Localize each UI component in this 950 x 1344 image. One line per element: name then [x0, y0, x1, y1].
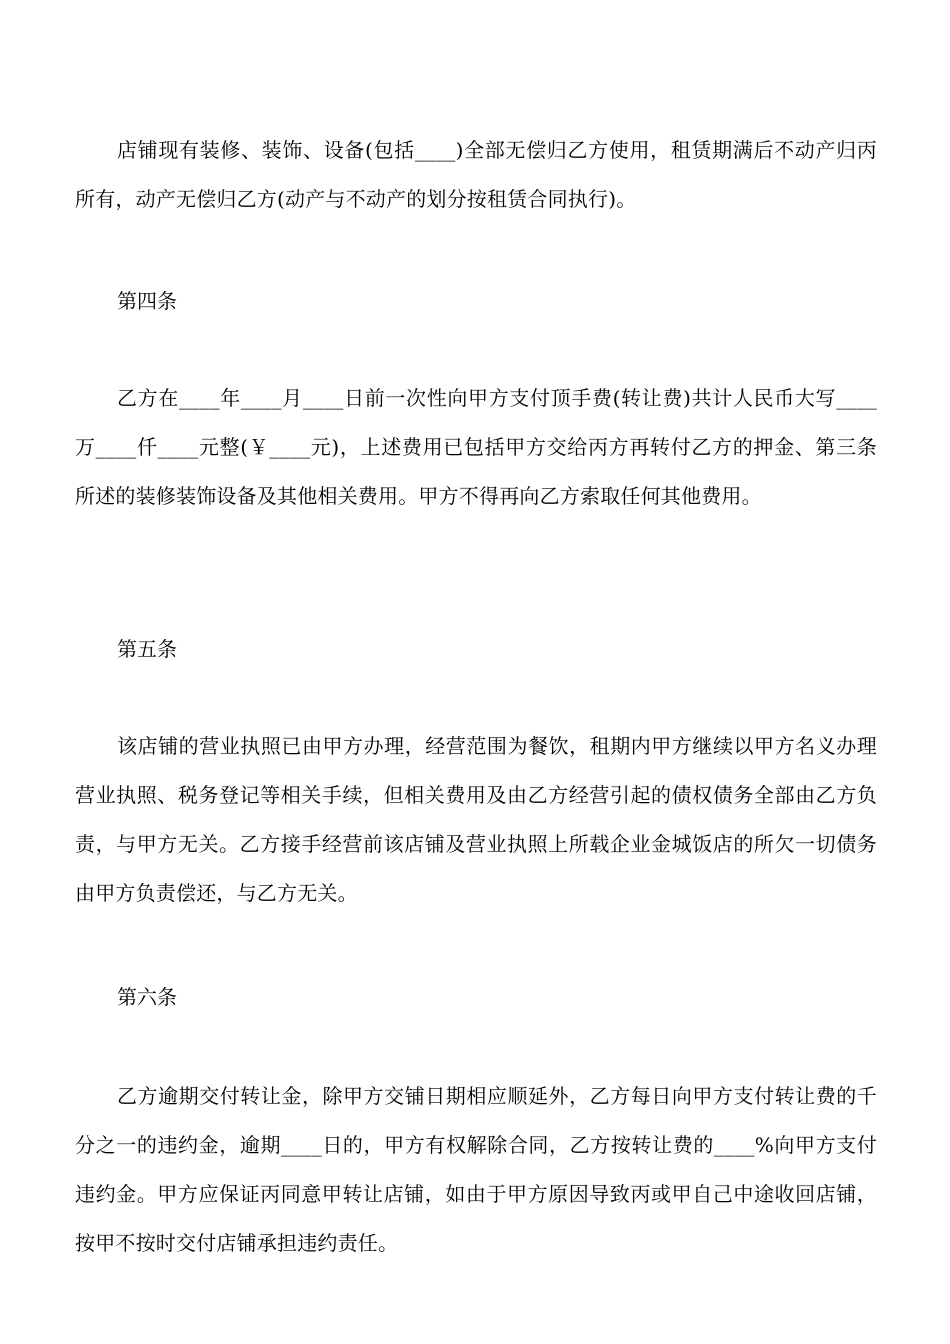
- article-heading-6: 第六条: [117, 985, 177, 1009]
- article-heading-4: 第四条: [117, 289, 177, 313]
- paragraph-transfer-fee-clause: 乙方在____年____月____日前一次性向甲方支付顶手费(转让费)共计人民币大写____万____仟____元整(￥____元)，上述费用已包括甲方交给丙方再转付乙方的押金、第三条所述的装修装饰设备及其他相关费用。甲方不得再向乙方索取任何其他费用。: [75, 386, 877, 508]
- article-heading-5: 第五条: [117, 637, 177, 661]
- paragraph-equipment-clause: 店铺现有装修、装饰、设备(包括____)全部无偿归乙方使用，租赁期满后不动产归丙所有，动产无偿归乙方(动产与不动产的划分按租赁合同执行)。: [75, 138, 877, 211]
- paragraph-penalty-clause: 乙方逾期交付转让金，除甲方交铺日期相应顺延外，乙方每日向甲方支付转让费的千分之一的违约金，逾期____日的，甲方有权解除合同，乙方按转让费的____%向甲方支付违约金。甲方应保证丙同意甲转让店铺，如由于甲方原因导致丙或甲自己中途收回店铺，按甲不按时交付店铺承担违约责任。: [75, 1084, 877, 1255]
- paragraph-business-license-clause: 该店铺的营业执照已由甲方办理，经营范围为餐饮，租期内甲方继续以甲方名义办理营业执照、税务登记等相关手续，但相关费用及由乙方经营引起的债权债务全部由乙方负责，与甲方无关。乙方接手经营前该店铺及营业执照上所载企业金城饭店的所欠一切债务由甲方负责偿还，与乙方无关。: [75, 734, 877, 905]
